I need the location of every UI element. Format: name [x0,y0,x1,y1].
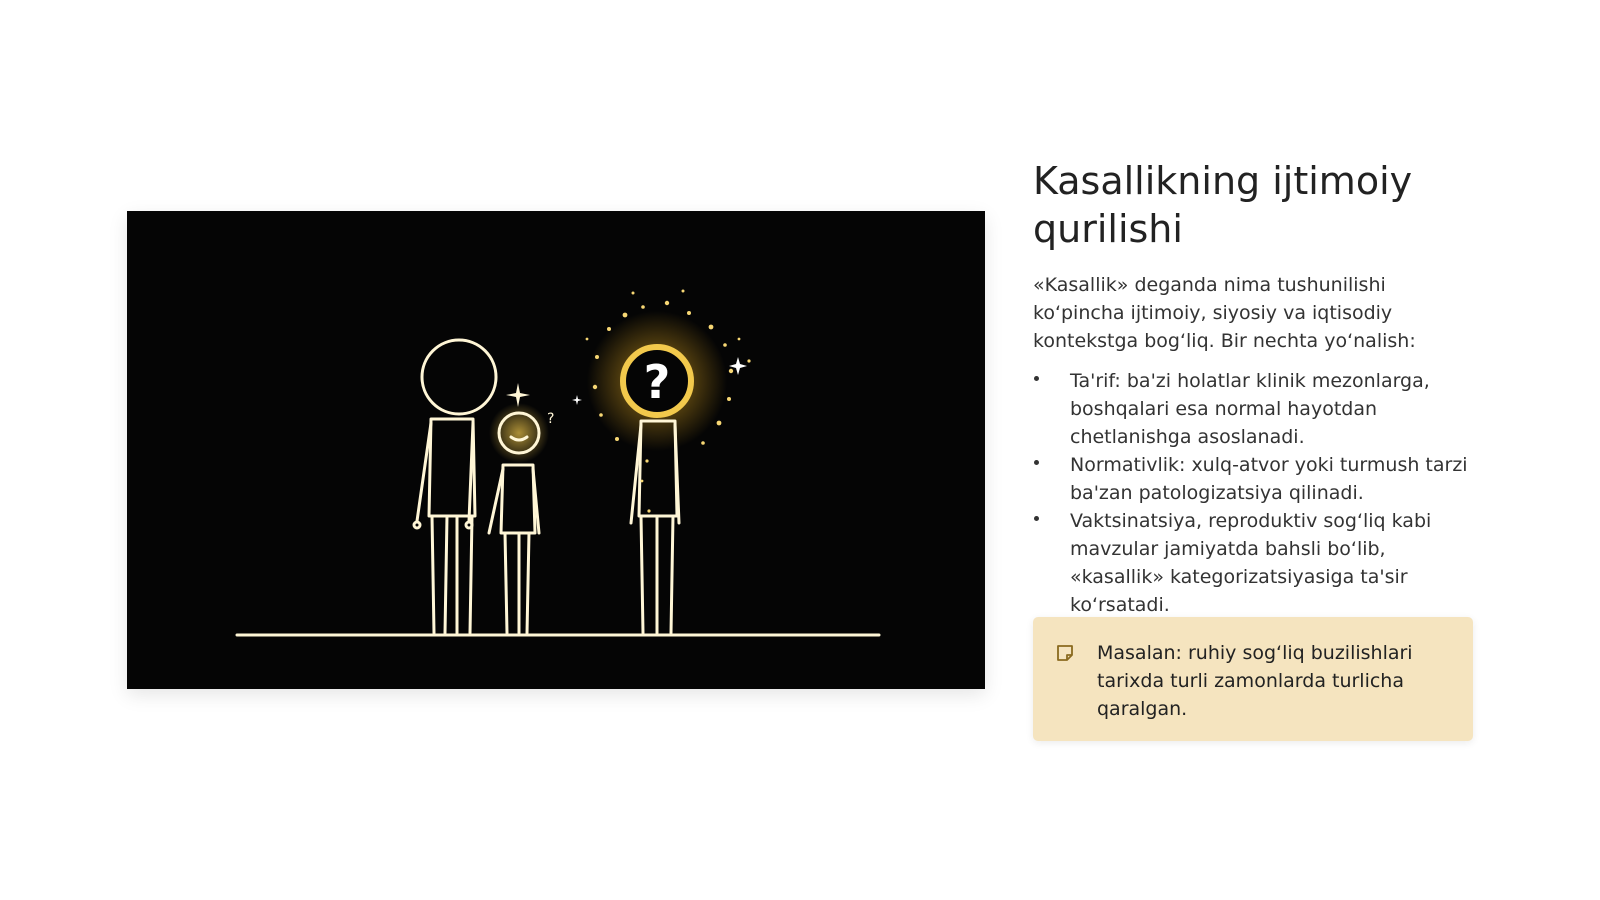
adult-figure [414,340,496,633]
text-column [1033,157,1473,619]
bullet-list [1033,367,1473,619]
list-item [1033,367,1473,451]
slide-title: Kasallikning ijtimoiy qurilishi [1033,159,1413,251]
bullet-dot-icon [1034,376,1039,381]
stick-figures-illustration [127,211,985,689]
list-item [1033,507,1473,619]
small-question-mark: ? [547,411,555,427]
bullet-text: Normativlik: xulq-atvor yoki turmush tarzi ba'zan patologizatsiya qilinadi. [1070,454,1468,504]
question-mark: ? [643,355,671,409]
callout-text: Masalan: ruhiy sog‘liq buzilishlari tarixda turli zamonlarda turlicha qaralgan. [1097,642,1413,720]
question-head-figure [572,290,751,634]
intro-paragraph: «Kasallik» deganda nima tushunilishi ko‘pincha ijtimoiy, siyosiy va iqtisodiy kontekstga bog‘liq. Bir nechta yo‘nalish: [1033,274,1416,352]
sticky-note-icon [1055,643,1075,663]
list-item [1033,451,1473,507]
bullet-text: Ta'rif: ba'zi holatlar klinik mezonlarga, boshqalari esa normal hayotdan chetlanishga asoslanadi. [1070,370,1430,448]
bullet-text: Vaktsinatsiya, reproduktiv sog‘liq kabi mavzular jamiyatda bahsli bo‘lib, «kasallik» kategorizatsiyasiga ta'sir ko‘rsatadi. [1070,510,1432,616]
bullet-dot-icon [1034,516,1039,521]
child-figure [489,383,554,633]
bullet-dot-icon [1034,460,1039,465]
example-callout [1033,617,1473,741]
illustration-canvas [127,211,985,689]
